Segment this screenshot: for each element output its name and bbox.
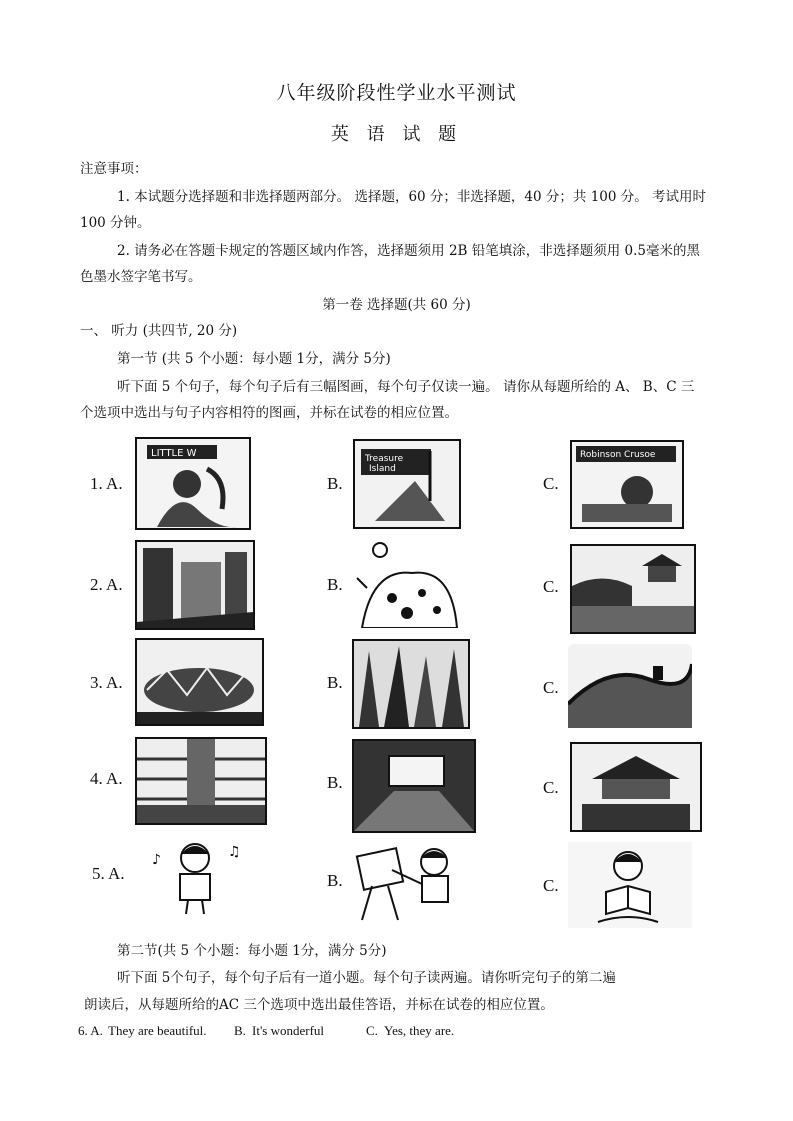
q1-b-label: B. xyxy=(327,474,343,493)
q3-a-label: 3. A. xyxy=(90,673,123,692)
q3-c-label: C. xyxy=(543,678,559,697)
part1-title: 第一卷 选择题(共 60 分) xyxy=(322,297,471,313)
q2-a-label: 2. A. xyxy=(90,575,123,594)
q6-option-c-label: C. xyxy=(366,1023,378,1038)
q6-option-b-label: B. xyxy=(234,1023,246,1038)
svg-text:Robinson Crusoe: Robinson Crusoe xyxy=(580,450,656,460)
street-scene-icon xyxy=(135,540,255,630)
svg-text:♫: ♫ xyxy=(228,844,241,860)
exam-subtitle: 英 语 试 题 xyxy=(330,124,463,145)
shopping-mall-icon xyxy=(135,737,267,825)
svg-text:LITTLE W: LITTLE W xyxy=(151,448,197,459)
sub1-instructions-line2: 个选项中选出与句子内容相符的图画，并标在试卷的相应位置。 xyxy=(80,405,458,421)
sub2-instructions-line2: 朗读后，从每题所给的AC 三个选项中选出最佳答语，并标在试卷的相应位置。 xyxy=(84,997,554,1013)
book-cover-little-women-icon xyxy=(135,437,251,530)
q6-option-b: It's wonderful xyxy=(252,1023,325,1038)
q4-c-label: C. xyxy=(543,778,559,797)
boy-painting-icon xyxy=(352,840,467,926)
listening-section-title: 一、 听力 (共四节, 20 分) xyxy=(80,323,238,339)
q3-b-label: B. xyxy=(327,673,343,692)
cartoon-planet-icon xyxy=(352,538,464,628)
birds-nest-stadium-icon xyxy=(135,638,264,726)
q1-a-label: 1. A. xyxy=(90,474,123,493)
garden-pavilion-icon xyxy=(570,544,696,634)
exam-title: 八年级阶段性学业水平测试 xyxy=(276,82,517,104)
sub2-instructions-line1: 听下面 5个句子，每个句子后有一道小题。每个句子读两遍。请你听完句子的第二遍 xyxy=(117,970,616,986)
q5-b-label: B. xyxy=(327,871,343,890)
q6-option-c: Yes, they are. xyxy=(384,1023,455,1038)
q2-b-label: B. xyxy=(327,575,343,594)
notes-item2-line1: 2. 请务必在答题卡规定的答题区域内作答，选择题须用 2B 铅笔填涂，非选择题须用 0.5毫米的黑 xyxy=(117,243,701,259)
q6-option-a: They are beautiful. xyxy=(108,1023,207,1038)
boy-singing-icon xyxy=(140,836,250,916)
q1-c-label: C. xyxy=(543,474,559,493)
q6-number: 6. A. xyxy=(78,1023,103,1038)
sub2-title: 第二节(共 5 个小题：每小题 1分，满分 5分) xyxy=(117,943,387,959)
great-wall-icon xyxy=(568,644,692,728)
book-cover-robinson-crusoe-icon xyxy=(570,440,684,529)
stone-forest-icon xyxy=(352,639,470,729)
q5-c-label: C. xyxy=(543,876,559,895)
notes-heading: 注意事项： xyxy=(80,161,148,177)
q5-a-label: 5. A. xyxy=(92,864,125,883)
boy-reading-icon xyxy=(568,842,692,928)
notes-item2-line2: 色墨水签字笔书写。 xyxy=(80,269,202,285)
svg-text:♪: ♪ xyxy=(152,852,161,868)
svg-text:Treasure: Treasure xyxy=(365,454,404,464)
notes-item1-line1: 1. 本试题分选择题和非选择题两部分。 选择题，60 分；非选择题，40 分；共 100 分。 考试用时 xyxy=(117,189,707,205)
notes-item1-line2: 100 分钟。 xyxy=(80,215,151,231)
cinema-screen-icon xyxy=(352,739,476,833)
q4-a-label: 4. A. xyxy=(90,769,123,788)
q2-c-label: C. xyxy=(543,577,559,596)
q4-b-label: B. xyxy=(327,773,343,792)
svg-text:Island: Island xyxy=(369,464,396,474)
book-cover-treasure-island-icon xyxy=(353,439,461,529)
sub1-title: 第一节 (共 5 个小题：每小题 1分，满分 5分) xyxy=(117,351,391,367)
sub1-instructions-line1: 听下面 5 个句子，每个句子后有三幅图画，每个句子仅读一遍。 请你从每题所给的 A、 B、C 三 xyxy=(117,379,695,395)
palace-gate-icon xyxy=(570,742,702,832)
